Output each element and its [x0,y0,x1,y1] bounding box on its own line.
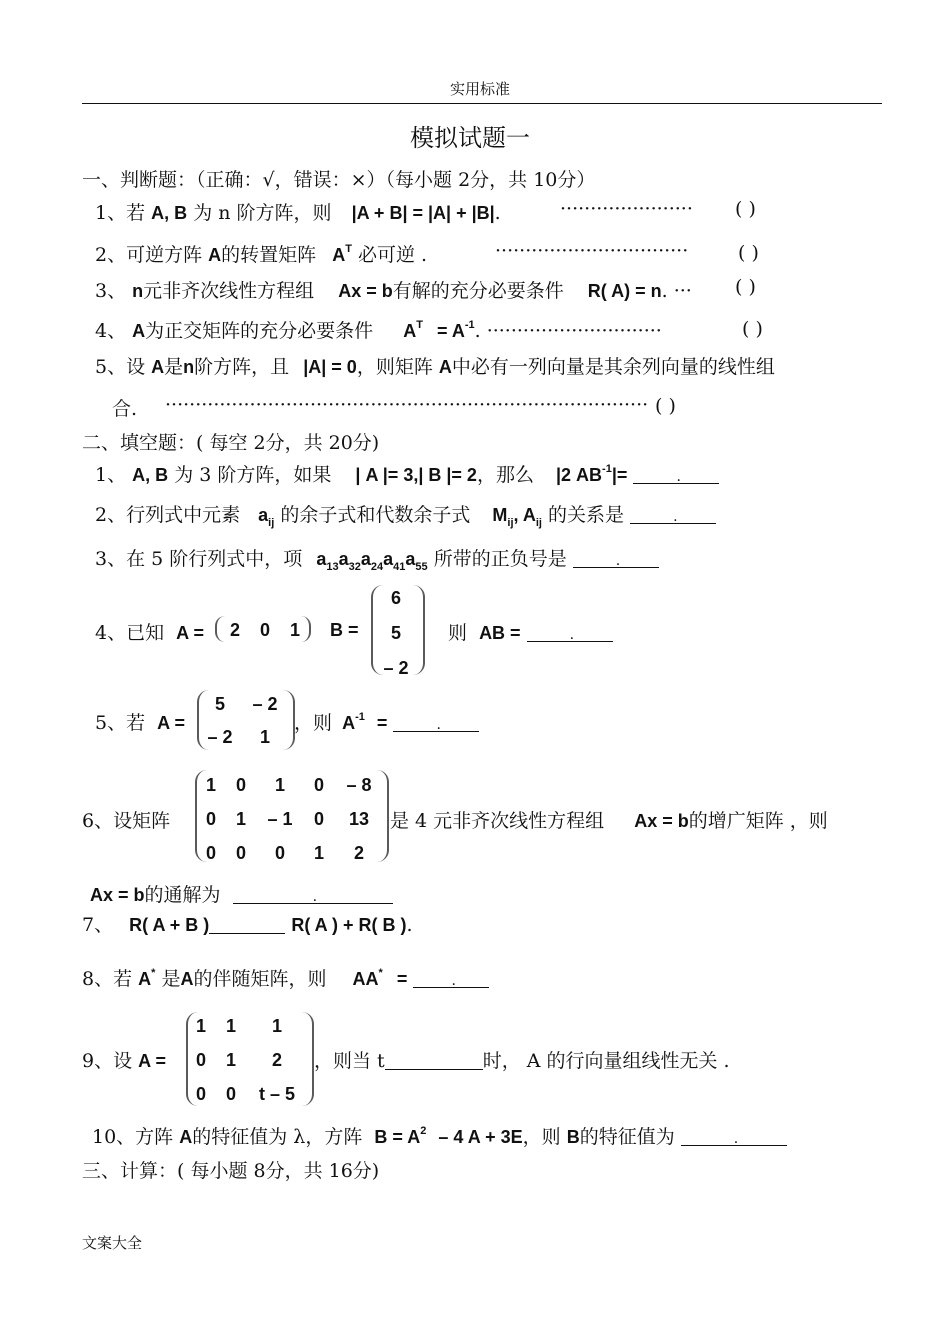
answer-blank[interactable]: . [393,713,479,732]
matrix-cell: 0 [225,1084,236,1104]
math: = [376,713,388,733]
math: a [405,549,416,569]
s2-question-7 [82,910,413,937]
math: A = [138,1051,166,1071]
superscript: * [151,967,156,979]
q-text: 是 4 元非齐次线性方程组 [390,810,605,832]
math: A [151,357,165,377]
answer-paren: ( ) [735,276,756,298]
q-text: 的特征值为 [192,1126,288,1148]
superscript: T [416,319,423,331]
s2-question-8 [82,964,489,991]
q-text: 为 3 阶方阵，如果 [174,464,332,486]
s1-question-2 [95,240,427,267]
matrix-cell: 0 [195,1050,206,1070]
answer-blank[interactable]: . [527,623,613,642]
matrix-cell: 13 [348,809,370,829]
s1-question-3 [95,276,692,303]
math: n [132,281,144,301]
q-text: . ··· [661,280,692,302]
math: n [183,357,195,377]
leader-dots: ······················ [560,198,693,220]
q-number: 2、行列式中元素 [95,504,241,526]
answer-blank[interactable] [385,1051,483,1070]
math: B [566,1127,580,1147]
superscript: 2 [420,1125,427,1137]
math: A [138,969,152,989]
math: A [179,1127,193,1147]
matrix-cell: – 1 [267,809,293,829]
matrix-cell: 2 [353,843,364,863]
matrix-cell: 0 [313,775,324,795]
matrix-cell: 0 [195,1084,206,1104]
leader-dots: ················································································ [165,394,649,416]
answer-paren: ( ) [738,242,759,264]
s2-question-6-tail [390,806,828,833]
superscript: -1 [602,463,612,475]
math: A [403,321,417,341]
q-text: ，那么 [476,464,534,486]
matrix-cell: 2 [229,620,240,640]
math: A [332,245,346,265]
subscript: ij [268,517,275,529]
math: A, B [132,465,169,485]
q-text: ，则当 t [314,1050,385,1072]
q-text: 有解的充分必要条件 [392,280,564,302]
q-text: 为正交矩阵的充分必要条件 [145,320,374,342]
superscript: * [378,967,383,979]
math: |2 AB [556,465,603,485]
math: A [208,245,222,265]
q-number: 3、在 5 阶行列式中，项 [95,548,303,570]
q-text: 阶方阵，且 [194,356,290,378]
answer-paren: ( ) [735,198,756,220]
section-2-heading: 二、填空题：( 每空 2分，共 20分) [82,432,380,454]
s2-question-6-cont [90,880,393,907]
math: R( A ) + R( B ) [291,915,407,935]
q-number: 2、可逆方阵 [95,244,203,266]
q-number: 1、若 [95,202,146,224]
matrix-cell: 5 [390,623,401,643]
math: B = A [374,1127,421,1147]
q-text: 所带的正负号是 [433,548,567,570]
s1-question-4 [95,316,662,343]
math: Ax = b [634,811,689,831]
matrix-cell: 1 [205,775,216,795]
math: A [438,357,452,377]
math: a [258,505,269,525]
augmented-matrix [200,775,380,864]
math: A = [157,713,185,733]
math: A = [176,623,204,643]
subscript: 24 [370,561,384,573]
matrix-cell: 1 [271,1016,282,1036]
math: a [316,549,327,569]
q-text: . [494,202,501,224]
math: R( A + B ) [129,915,210,935]
q-number: 4、已知 [95,622,165,644]
math: AA [352,969,379,989]
q-text: ，方阵 [305,1126,363,1148]
section-1-heading: 一、判断题：（正确：√，错误：×）（每小题 2分，共 10分） [82,169,596,191]
subscript: ij [507,517,514,529]
q-number: 5、若 [95,712,146,734]
math: |= [611,465,628,485]
q-text: 是 [164,356,184,378]
s2-question-9-tail [314,1046,730,1073]
math: |A| = 0 [303,357,357,377]
q-text: 的通解为 [144,884,221,906]
subscript: 13 [326,561,339,573]
answer-blank[interactable]: . [413,969,489,988]
matrix-cell: 1 [225,1016,236,1036]
matrix-cell: 1 [225,1050,236,1070]
s2-question-2 [95,500,716,527]
q-text: . [406,914,413,936]
math: a [338,549,349,569]
s2-question-5 [95,708,185,735]
q-text: ，则矩阵 [356,356,433,378]
q-text: 时， A 的行向量组线性无关 . [482,1050,730,1072]
math: , A [513,505,536,525]
answer-blank[interactable] [209,915,285,934]
matrix-cell: 0 [259,620,270,640]
math: A [342,713,356,733]
q-text: 的伴随矩阵，则 [193,968,327,990]
q-text: 则 [448,622,468,644]
matrix-cell: 1 [195,1016,206,1036]
matrix-cell: 5 [214,694,225,714]
s1-question-1 [95,198,501,225]
leader-dots: . ····························· [474,320,662,342]
s2-question-1 [95,460,719,487]
page-title: 模拟试题一 [410,124,530,152]
page-header: 实用标准 [450,80,511,98]
answer-paren: ( ) [742,318,763,340]
math: M [492,505,508,525]
q-text: 必可逆 . [357,244,428,266]
s2-question-10 [92,1122,787,1149]
math: = A [436,321,465,341]
answer-blank[interactable]: . [633,465,719,484]
math: |A + B| = |A| + |B| [351,203,495,223]
matrix-cell: 6 [390,588,401,608]
math: A [132,321,146,341]
q-number: 3、 [95,280,127,302]
matrix-cell: 0 [235,775,246,795]
lambda: λ [293,1126,306,1148]
math: Ax = b [338,281,393,301]
leader-dots: ································ [495,240,689,262]
q-number: 4、 [95,320,127,342]
matrix-cell: 0 [205,843,216,863]
superscript: -1 [355,711,365,723]
matrix-cell: 2 [271,1050,282,1070]
section-3-heading: 三、计算：( 每小题 8分，共 16分) [82,1160,380,1182]
q-text: 的转置矩阵 [221,244,317,266]
math: Ax = b [90,885,145,905]
subscript: 32 [348,561,361,573]
q-text: ，则 [522,1126,561,1148]
answer-blank[interactable]: . [233,885,393,904]
answer-blank[interactable]: . [630,505,716,524]
answer-blank[interactable]: . [573,549,659,568]
header-rule [82,103,882,104]
q-number: 7、 [82,914,114,936]
math: R( A) = n [587,281,662,301]
page-footer: 文案大全 [82,1234,143,1252]
answer-paren: ( ) [655,395,676,417]
q-number: 5、设 [95,356,146,378]
math: = [396,969,408,989]
q-text: 中必有一列向量是其余列向量的线性组 [451,356,775,378]
q-number: 10、方阵 [92,1126,174,1148]
answer-blank[interactable]: . [681,1127,787,1146]
s2-question-9 [82,1046,166,1073]
matrix-cell: 1 [235,809,246,829]
matrix-cell: 1 [313,843,324,863]
q-text: 的余子式和代数余子式 [280,504,471,526]
q-text: 是 [161,968,181,990]
superscript: T [345,243,352,255]
superscript: -1 [464,319,475,331]
q-number: 9、设 [82,1050,133,1072]
q-text: 元非齐次线性方程组 [143,280,315,302]
column-matrix-b [376,588,416,679]
math: AB = [479,623,521,643]
q-text: 的关系是 [548,504,625,526]
math: – 4 A + 3E [438,1127,523,1147]
s2-question-5-tail [294,708,479,735]
matrix-cell: – 2 [252,694,278,714]
math: A [180,969,194,989]
subscript: 55 [415,561,428,573]
s1-question-5 [95,352,775,379]
row-matrix-a [220,620,310,641]
s2-question-6: 6、设矩阵 [82,810,171,832]
matrix-cell: t – 5 [258,1084,296,1104]
q-text: ，则 [294,712,333,734]
subscript: 41 [393,561,406,573]
matrix-cell: 1 [289,620,300,640]
math: B = [330,620,359,640]
q-number: 1、 [95,464,127,486]
s2-question-4-tail [448,618,613,645]
matrix-a [200,694,290,748]
matrix-cell: 0 [205,809,216,829]
matrix-cell: – 2 [207,727,233,747]
math: a [360,549,371,569]
subscript: ij [535,517,542,529]
matrix-cell: 1 [274,775,285,795]
s2-question-3 [95,544,659,571]
s1-question-5-cont: 合. [112,398,138,420]
q-number: 8、若 [82,968,133,990]
math: a [383,549,394,569]
q-text: 为 n 阶方阵，则 [193,202,332,224]
matrix-cell: 1 [259,727,270,747]
matrix-cell: – 8 [346,775,372,795]
math: | A |= 3,| B |= 2 [355,465,477,485]
matrix-cell: 0 [235,843,246,863]
q-text: 的特征值为 [579,1126,675,1148]
matrix-cell: – 2 [383,658,409,678]
matrix-cell: 0 [274,843,285,863]
s2-question-4 [95,618,204,645]
q-text: 的增广矩阵 ，则 [688,810,828,832]
matrix-cell: 0 [313,809,324,829]
matrix-a [190,1016,304,1105]
math: A, B [151,203,188,223]
